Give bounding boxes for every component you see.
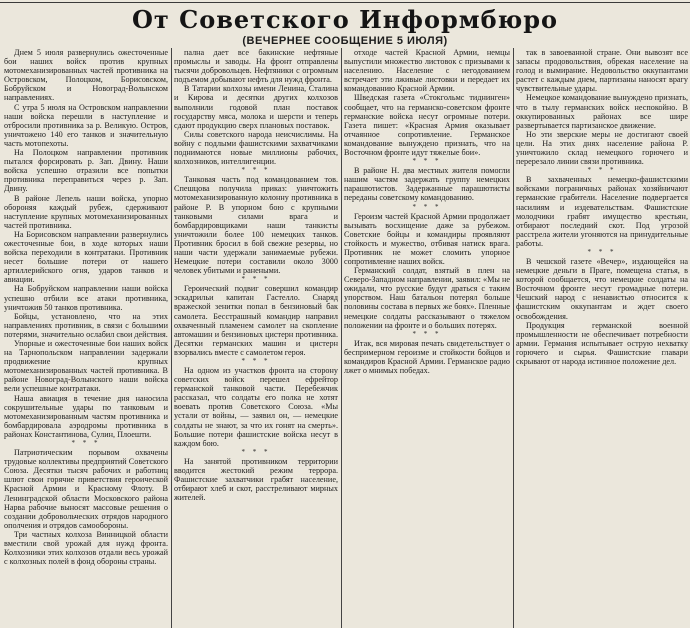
column-2 — [174, 48, 338, 628]
section-stars: * * * — [412, 202, 442, 211]
paragraph: Силы советского народа неисчислимы. На войну с подлыми фашистскими захватчиками поднимаются новые миллионы рабочих, колхозников, интеллигенции. — [174, 129, 338, 167]
section-stars: * * * — [241, 447, 271, 456]
section-stars: * * * — [587, 247, 617, 256]
paragraph: С утра 5 июля на Островском направлении наши войска перешли в наступление и отбросили противника за р. Великую. Остров, уничтожено 140 его танков и значительную часть мотопехоты. — [4, 102, 168, 148]
paragraph: В захваченных немецко-фашистскими войсками пограничных районах хозяйничают германские грабители. Население подвергается насилиям и издевательствам. Фашистские молодчики грабят имущество крестьян, отбирают последний скот. Под угрозой расстрела жители угоняются на принудительные работы. — [516, 175, 688, 248]
paragraph: Три частных колхоза Винницкой области вместили свой урожай для нужд фронта. Колхозники этих колхозов отдали весь урожай с колхозных полей в фонд обороны страны. — [4, 529, 168, 567]
section-stars: * * * — [587, 166, 617, 175]
paragraph: Патриотическим порывом охвачены трудовые коллективы предприятий Советского Союза. Десятки тысяч рабочих и работниц шлют свои горячие приветствия героической Красной Армии и Красному Флоту. В Ленинградской области Московского района Нарва рабочие выносят массовые решения о создании добровольческих отрядов народного ополчения и отрядов самообороны. — [4, 448, 168, 530]
paragraph: Продукция германской военной промышленности не обеспечивает потребности армии. Германия испытывает острую нехватку горючего и сырья. Фашистские главари скрывают от народа истинное положение дел. — [516, 320, 688, 366]
paragraph: Наша авиация в течение дня наносила сокрушительные удары по танковым и мотомеханизированным частям противника и бомбардировала аэродромы противника в районах Константинова, Сулин, Плоешти. — [4, 393, 168, 439]
section-stars: * * * — [412, 329, 442, 338]
column-3 — [344, 48, 510, 628]
column-divider — [513, 48, 514, 628]
paragraph: В районе Н. два местных жителя помогли нашим частям задержать группу немецких парашютистов. Задержанные парашютисты переданы советскому командованию. — [344, 166, 510, 203]
paragraph: пална дает все бакинские нефтяные промыслы и заводы. На фронт отправлены тысячи добровольцев. Нефтяники с огромным подъемом добывают нефть для нужд фронта. — [174, 48, 338, 85]
paragraph: В Татарии колхозы имени Ленина, Сталина и Кирова и десятки других колхозов выполнили годовой план поставок государству мяса, молока и шерсти и теперь сдают продукцию сверх плановых поставок. — [174, 84, 338, 130]
paragraph: Днем 5 июля развернулись ожесточенные бои наших войск против крупных мотомеханизированных частей противника на Островском, Полоцком, Борисовском, Бобруйском и Новоград-Волынском направлениях. — [4, 48, 168, 103]
top-rule — [0, 2, 690, 3]
section-stars: * * * — [71, 439, 101, 448]
section-stars: * * * — [241, 357, 271, 365]
paragraph: Бойцы, установлено, что на этих направлениях противник, в связи с большими потерями, значительно ослабил свои действия. — [4, 311, 168, 339]
headline: От Советского Информбюро — [131, 5, 558, 34]
paragraph: Германский солдат, взятый в плен на Северо-Западном направлении, заявил: «Мы не ожидали, что русские будут драться с таким упорством. Наш батальон потерял больше половины состава в первых же боях». Пленные немецкие солдаты рассказывают о тяжелом положении на фронте и о больших потерях. — [344, 266, 510, 330]
paragraph: На Бобруйском направлении наши войска успешно отбили все атаки противника, уничтожив 50 танков противника. — [4, 284, 168, 312]
paragraph: Немецкое командование вынуждено признать, что в тылу германских войск неспокойно. В оккупированных районах все шире развертывается партизанское движение. — [516, 93, 688, 130]
column-4 — [516, 48, 688, 628]
paragraph: отходе частей Красной Армии, немцы выпустили множество листовок с призывами к населению. Население с негодованием встречает эти лживые листовки и передает их командованию Красной Армии. — [344, 48, 510, 94]
paragraph: На Борисовском направлении развернулись ожесточенные бои, в ходе которых наши войска переходили в контратаки. Противник несет большие потери от нашего артиллерийского огня, ударов танков и авиации. — [4, 229, 168, 285]
paragraph: так в завоеванной стране. Они вывозят все запасы продовольствия, обрекая население на голод и вымирание. Недовольство оккупантами растет с каждым днем, партизаны наносят врагу чувствительные удары. — [516, 48, 688, 94]
paragraph: На занятой противником территории вводится жестокий режим террора. Фашистские захватчики грабят население, отбирают хлеб и скот, расстреливают мирных жителей. — [174, 456, 338, 503]
paragraph: В чешской газете «Вечер», издающейся на немецкие деньги в Праге, помещена статья, в которой сообщается, что немецкие солдаты на Восточном фронте несут громадные потери. Чешский народ с ненавистью относится к фашистским оккупантам и ждет своего освобождения. — [516, 256, 688, 321]
paragraph: Героический подвиг совершил командир эскадрильи капитан Гастелло. Снаряд вражеской зенитки попал в бензиновый бак самолета. Бесстрашный командир направил охваченный пламенем самолет на скопление автомашин и бензиновых цистерн противника. Десятки германских машин и цистерн взорвались вместе с самолетом героя. — [174, 284, 338, 357]
paragraph: Шведская газета «Стокгольмс тиднинген» сообщает, что на германско-советском фронте германские войска несут огромные потери. Газета пишет: «Красная Армия оказывает отчаянное сопротивление. Германское командование вынуждено признать, что на Восточном фронте идут тяжелые бои». — [344, 93, 510, 158]
article-columns — [4, 48, 688, 628]
paragraph: На Полоцком направлении противник пытался форсировать р. Зап. Двину. Наши войска успешно отразили все попытки противника переправиться через р. Зап. Двину. — [4, 148, 168, 194]
paragraph: Танковая часть под командованием тов. Спешцова получила приказ: уничтожить мотомеханизированную колонну противника в районе Р. В упорном бою с крупными танковыми силами врага и бомбардировщиками наши танкисты уничтожили более 100 немецких танков. Противник бросил в бой свежие резервы, но наши части удержали занимаемые рубежи. Немецкие потери составили около 3000 человек убитыми и ранеными. — [174, 175, 338, 276]
column-1 — [4, 48, 168, 628]
section-stars: * * * — [241, 166, 271, 175]
column-divider — [341, 48, 342, 628]
paragraph: Упорные и ожесточенные бои наших войск на Тарнопольском направлении задержали продвижение крупных мотомеханизированных частей противника. В районе Новоград-Волынского наши войска вели успешные контратаки. — [4, 339, 168, 394]
column-divider — [171, 48, 172, 628]
section-stars: * * * — [412, 157, 442, 166]
paragraph: В районе Лепель наши войска, упорно обороняя каждый рубеж, сдерживают наступление крупных мотомеханизированных частей противника. — [4, 193, 168, 230]
paragraph: Героизм частей Красной Армии продолжает вызывать восхищение даже за рубежом. Советские бойцы и командиры проявляют стойкость и мужество, отбивая натиск врага. Противник не может сломить упорное сопротивление наших войск. — [344, 211, 510, 266]
paragraph: Итак, вся мировая печать свидетельствует о беспримерном героизме и стойкости бойцов и командиров Красной Армии. Германское радио лжет о мнимых победах. — [344, 338, 510, 375]
paragraph: Но эти зверские меры не достигают своей цели. На этих днях население района Р. уничтожило склад немецкого горючего и перерезало линии связи противника. — [516, 129, 688, 167]
subtitle: (ВЕЧЕРНЕЕ СООБЩЕНИЕ 5 ИЮЛЯ) — [242, 35, 448, 47]
section-stars: * * * — [241, 275, 271, 284]
paragraph: На одном из участков фронта на сторону советских войск перешел ефрейтор германской танковой части. Перебежчик рассказал, что солдаты его полка не хотят воевать против Советского Союза. «Мы устали от войны, — заявил он, — немецкие солдаты не знают, за что их гонят на смерть». Большие потери фашистские войска несут в каждом бою. — [174, 366, 338, 448]
